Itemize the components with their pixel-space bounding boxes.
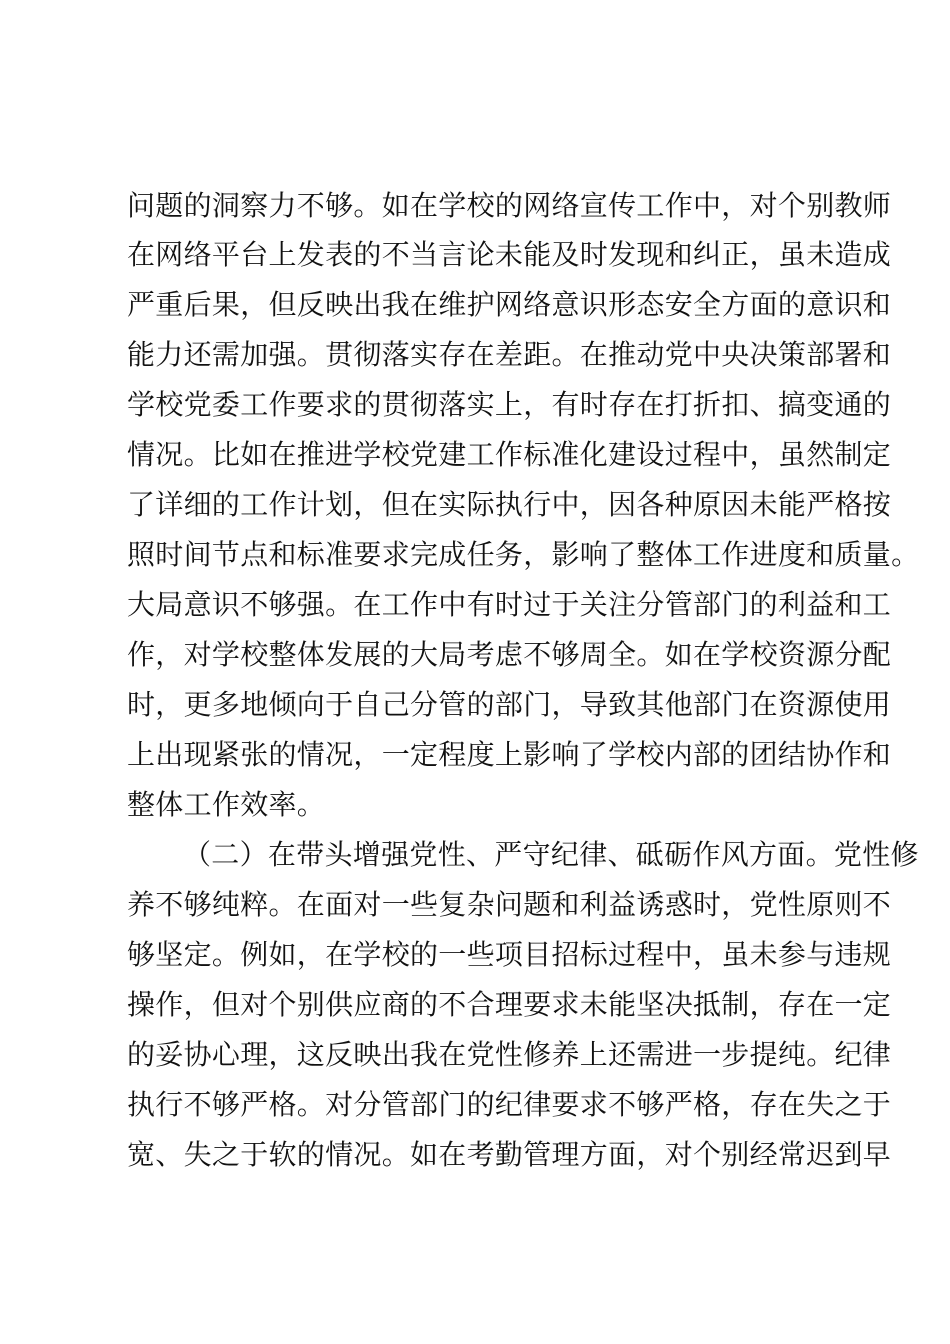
text-line: 作，对学校整体发展的大局考虑不够周全。如在学校资源分配 — [127, 638, 892, 671]
text-line: 操作，但对个别供应商的不合理要求未能坚决抵制，存在一定 — [127, 988, 892, 1021]
text-line: 够坚定。例如，在学校的一些项目招标过程中，虽未参与违规 — [127, 938, 892, 971]
text-line: 养不够纯粹。在面对一些复杂问题和利益诱惑时，党性原则不 — [127, 888, 892, 921]
text-line: 能力还需加强。贯彻落实存在差距。在推动党中央决策部署和 — [127, 338, 892, 371]
text-line: 上出现紧张的情况，一定程度上影响了学校内部的团结协作和 — [127, 738, 892, 771]
text-line: 宽、失之于软的情况。如在考勤管理方面，对个别经常迟到早 — [127, 1138, 892, 1171]
text-line: 的妥协心理，这反映出我在党性修养上还需进一步提纯。纪律 — [127, 1038, 892, 1071]
section-heading-line: （二）在带头增强党性、严守纪律、砥砺作风方面。党性修 — [183, 838, 919, 871]
text-line: 了详细的工作计划，但在实际执行中，因各种原因未能严格按 — [127, 488, 892, 521]
text-line: 整体工作效率。 — [127, 788, 326, 821]
text-line: 照时间节点和标准要求完成任务，影响了整体工作进度和质量。 — [127, 538, 920, 571]
text-line: 大局意识不够强。在工作中有时过于关注分管部门的利益和工 — [127, 588, 892, 621]
text-line: 严重后果，但反映出我在维护网络意识形态安全方面的意识和 — [127, 288, 892, 321]
text-line: 情况。比如在推进学校党建工作标准化建设过程中，虽然制定 — [127, 438, 892, 471]
text-line: 学校党委工作要求的贯彻落实上，有时存在打折扣、搞变通的 — [127, 388, 892, 421]
text-line: 问题的洞察力不够。如在学校的网络宣传工作中，对个别教师 — [127, 189, 892, 222]
text-line: 在网络平台上发表的不当言论未能及时发现和纠正，虽未造成 — [127, 238, 892, 271]
text-line: 执行不够严格。对分管部门的纪律要求不够严格，存在失之于 — [127, 1088, 892, 1121]
text-line: 时，更多地倾向于自己分管的部门，导致其他部门在资源使用 — [127, 688, 892, 721]
